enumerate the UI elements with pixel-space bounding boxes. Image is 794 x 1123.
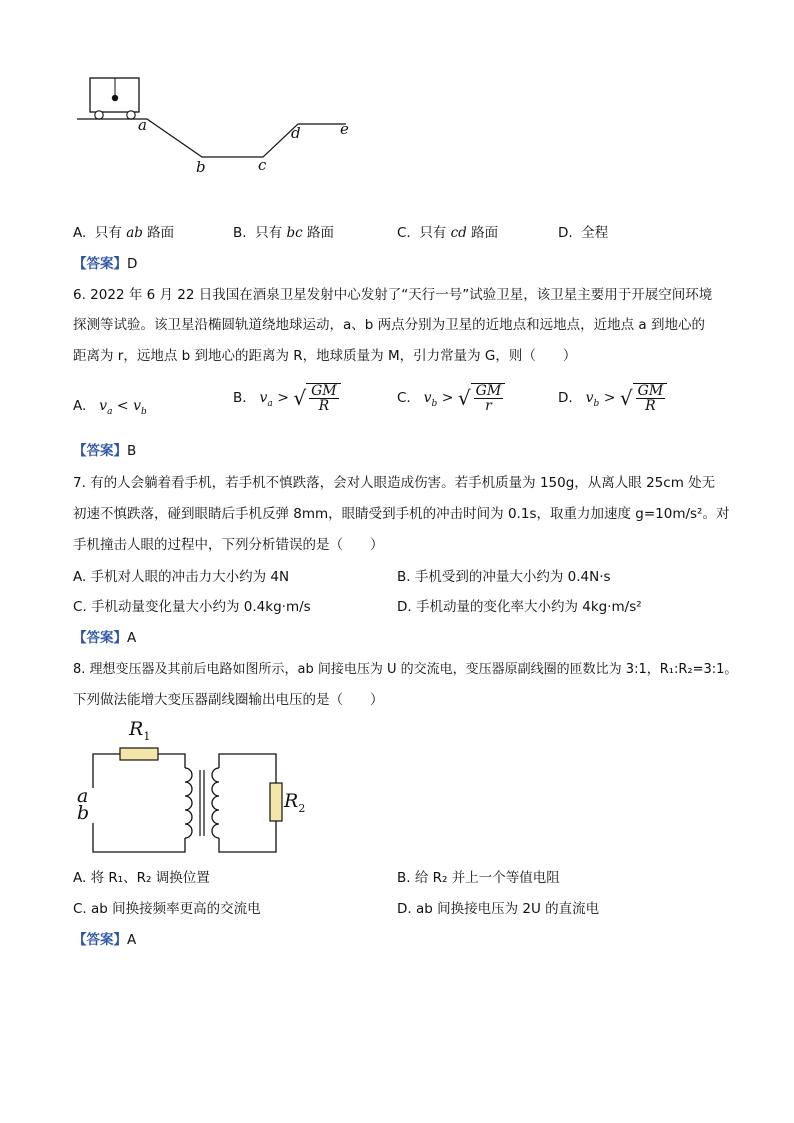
label-c: c bbox=[258, 156, 267, 174]
q5-option-d: D. 全程 bbox=[558, 225, 609, 241]
q8-option-d: D. ab 间换接电压为 2U 的直流电 bbox=[397, 901, 600, 917]
q6-line-3: 距离为 r，远地点 b 到地心的距离为 R，地球质量为 M，引力常量为 G，则（ ） bbox=[73, 348, 577, 364]
q5-option-b: B. 只有 bc 路面 bbox=[233, 225, 334, 241]
q8-option-b: B. 给 R₂ 并上一个等值电阻 bbox=[397, 870, 560, 886]
primary-wire-bottom bbox=[93, 823, 185, 852]
label-b: b bbox=[196, 158, 206, 176]
q8-line-2: 下列做法能增大变压器副线圈输出电压的是（ ） bbox=[73, 692, 384, 708]
q7-option-b: B. 手机受到的冲量大小约为 0.4N·s bbox=[397, 569, 611, 585]
label-d: d bbox=[291, 124, 301, 142]
terminal-a: a bbox=[77, 785, 89, 807]
primary-wire-right bbox=[158, 754, 185, 768]
q6-option-b: B. $v_a$ > √ $\frac{GM}{R}$ bbox=[233, 383, 341, 414]
q7-answer: 【答案】A bbox=[73, 630, 137, 646]
q5-answer: 【答案】D bbox=[73, 256, 138, 272]
q7-option-a: A. 手机对人眼的冲击力大小约为 4N bbox=[73, 569, 290, 585]
secondary-wire-bottom bbox=[219, 821, 276, 852]
q7-line-3: 手机撞击人眼的过程中，下列分析错误的是（ ） bbox=[73, 537, 384, 553]
q7-option-d: D. 手机动量的变化率大小约为 4kg·m/s² bbox=[397, 599, 642, 615]
secondary-coil bbox=[212, 768, 219, 838]
q8-answer: 【答案】A bbox=[73, 932, 137, 948]
resistor-r2 bbox=[270, 783, 282, 821]
q8-option-c: C. ab 间换接频率更高的交流电 bbox=[73, 901, 261, 917]
label-a: a bbox=[138, 116, 147, 134]
primary-coil bbox=[185, 768, 192, 838]
label-r1: $R_1$ bbox=[129, 718, 151, 743]
q6-line-2: 探测等试验。该卫星沿椭圆轨道绕地球运动，a、b 两点分别为卫星的近地点和远地点，近地点 a 到地心的 bbox=[73, 317, 705, 333]
label-r2: $R_2$ bbox=[284, 790, 306, 815]
q7-option-c: C. 手机动量变化量大小约为 0.4kg·m/s bbox=[73, 599, 311, 615]
label-e: e bbox=[340, 120, 349, 138]
q5-option-a: A. 只有 ab 路面 bbox=[73, 225, 175, 241]
q5-option-c: C. 只有 cd 路面 bbox=[397, 225, 499, 241]
primary-wire-top bbox=[93, 754, 120, 788]
q6-line-1: 6. 2022 年 6 月 22 日我国在酒泉卫星发射中心发射了“天行一号”试验卫星，该卫星主要用于开展空间环境 bbox=[73, 287, 713, 303]
resistor-r1 bbox=[120, 748, 158, 760]
q8-option-a: A. 将 R₁、R₂ 调换位置 bbox=[73, 870, 210, 886]
secondary-wire-top bbox=[219, 754, 276, 783]
q6-option-c: C. $v_b$ > √ $\frac{GM}{r}$ bbox=[397, 383, 505, 414]
terminal-b: b bbox=[77, 802, 90, 824]
q7-line-2: 初速不慎跌落，碰到眼睛后手机反弹 8mm，眼睛受到手机的冲击时间为 0.1s，取重力加速度 g=10m/s²。对 bbox=[73, 506, 730, 522]
q8-line-1: 8. 理想变压器及其前后电路如图所示，ab 间接电压为 U 的交流电，变压器原副线圈的匝数比为 3:1，R₁:R₂=3:1。 bbox=[73, 662, 738, 677]
q6-option-d: D. $v_b$ > √ $\frac{GM}{R}$ bbox=[558, 383, 667, 414]
q6-answer: 【答案】B bbox=[73, 443, 137, 459]
q6-option-a: A. $v_a < v_b$ bbox=[73, 398, 147, 417]
q7-line-1: 7. 有的人会躺着看手机，若手机不慎跌落，会对人眼造成伤害。若手机质量为 150g，从离人眼 25cm 处无 bbox=[73, 475, 716, 491]
